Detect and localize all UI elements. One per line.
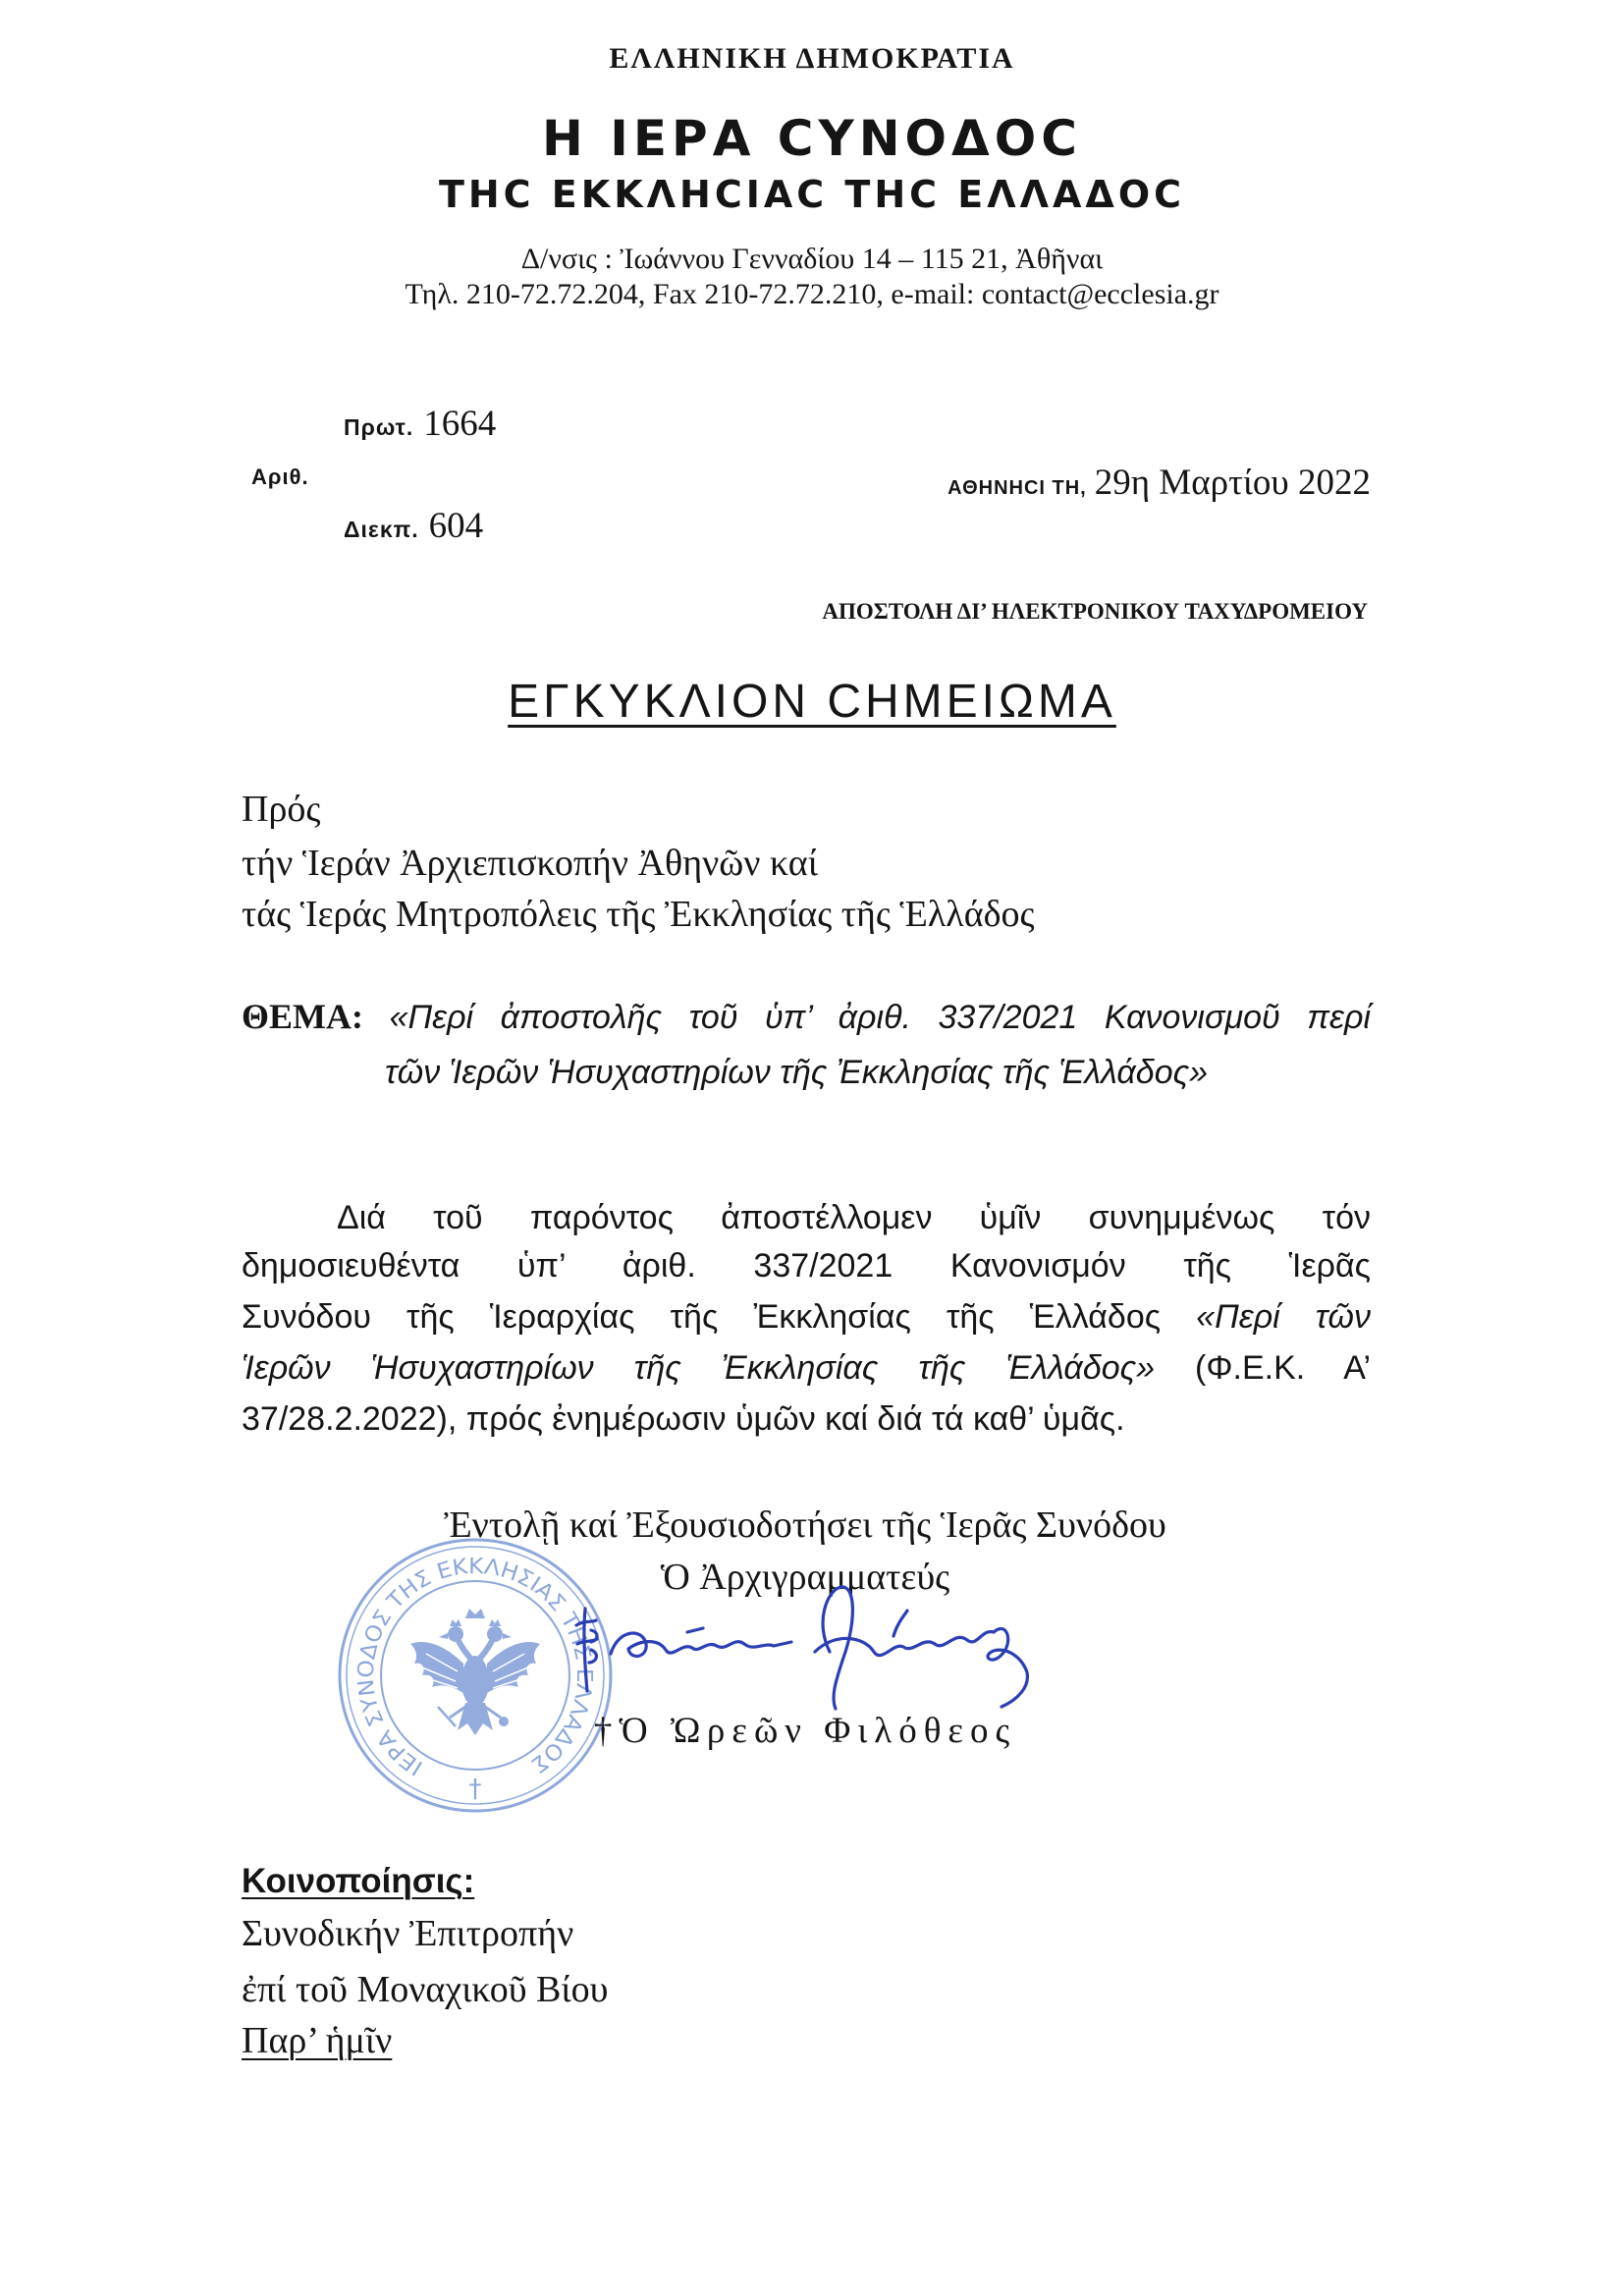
protocol-label: Πρωτ.	[344, 414, 414, 440]
place-date-line	[947, 461, 1371, 513]
subject-line	[242, 994, 1371, 1041]
seal-lettering-path: ΙΕΡΑ ΣΥΝΟΔΟΣ ΤΗΣ ΕΚΚΛΗΣΙΑΣ ΤΗΣ ΕΛΛΑΔΟΣ	[353, 1554, 597, 1780]
body-line	[242, 1345, 1371, 1391]
dispatch-label: Διεκπ.	[344, 517, 419, 542]
contact-details: Τηλ. 210-72.72.204, Fax 210-72.72.210, e-mail: contact@ecclesia.gr	[405, 278, 1219, 310]
distribution-line: ἐπί τοῦ Μοναχικοῦ Βίου	[242, 1969, 609, 2010]
dispatch-number-row	[344, 504, 483, 556]
distribution-line	[242, 2019, 392, 2062]
protocol-number-row	[344, 402, 496, 454]
recipient-line: τάς Ἱεράς Μητροπόλεις τῆς Ἐκκλησίας τῆς Ἑλλάδος	[242, 894, 1035, 935]
authorization-line: Ἐντολῇ καί Ἐξουσιοδοτήσει τῆς Ἱερᾶς Συνόδου	[444, 1504, 1166, 1546]
body-line: Διά τοῦ παρόντος ἀποστέλλομεν ὑμῖν συνημμένως τόν	[337, 1199, 1371, 1236]
document-date: 29η Μαρτίου 2022	[1094, 463, 1371, 503]
document-type: ΕΓΚΥΚΛΙΟΝ ϹΗΜΕΙΩΜΑ	[508, 676, 1116, 728]
place-label: ΑΘΗΝΗϹΙ ΤΗ,	[947, 477, 1087, 499]
handwritten-signature	[569, 1571, 1060, 1719]
recipients-label: Πρός	[242, 789, 321, 830]
postal-address: Δ/νσις : Ἰωάννου Γενναδίου 14 – 115 21, Ἀθῆναι	[520, 243, 1104, 275]
distribution-internal: Παρ’ ἡμῖν	[242, 2020, 393, 2061]
protocol-number: 1664	[423, 404, 497, 444]
distribution-heading	[242, 1859, 474, 1903]
distribution-label: Κοινοποίησις:	[242, 1862, 475, 1900]
document-type-heading	[0, 673, 1624, 732]
arith-label: Αριθ.	[251, 465, 309, 489]
synod-title: Η ΙΕΡΑ ϹΥΝΟΔΟϹ	[542, 110, 1082, 167]
signatory-role: Ὁ Ἀρχιγραμματεύς	[660, 1557, 950, 1598]
recipient-line: τήν Ἱεράν Ἀρχιεπισκοπήν Ἀθηνῶν καί	[242, 843, 818, 884]
body-italic-text: Ἱερῶν Ἡσυχαστηρίων τῆς Ἐκκλησίας τῆς Ἑλλάδος»	[242, 1349, 1156, 1387]
subject-text: τῶν Ἱερῶν Ἡσυχαστηρίων τῆς Ἐκκλησίας τῆς Ἑλλάδος»	[385, 1054, 1209, 1091]
church-subtitle: ΤΗϹ ΕΚΚΛΗϹΙΑϹ ΤΗϹ ΕΛΛΑΔΟϹ	[438, 173, 1186, 216]
dispatch-number: 604	[428, 506, 484, 546]
body-line: δημοσιευθέντα ὑπ’ ἀριθ. 337/2021 Κανονισμόν τῆς Ἱερᾶς	[242, 1247, 1371, 1285]
signatory-name: †Ὁ Ὠρεῶν Φιλόθεος	[593, 1711, 1017, 1751]
seal-cross-icon: †	[468, 1775, 482, 1804]
delivery-note: ΑΠΟΣΤΟΛΗ ΔΙ’ ΗΛΕΚΤΡΟΝΙΚΟΥ ΤΑΧΥΔΡΟΜΕΙΟΥ	[822, 599, 1368, 624]
subject-label: ΘΕΜΑ:	[242, 997, 363, 1036]
state-heading: ΕΛΛΗΝΙΚΗ ΔΗΜΟΚΡΑΤΙΑ	[609, 42, 1015, 75]
body-italic-text: «Περί τῶν	[1196, 1298, 1371, 1336]
body-text: (Φ.Ε.Κ. Α’	[1195, 1349, 1371, 1387]
body-line	[242, 1294, 1371, 1339]
subject-line	[385, 1050, 1208, 1096]
body-text: Συνόδου τῆς Ἱεραρχίας τῆς Ἐκκλησίας τῆς Ἑλλάδος	[242, 1298, 1162, 1336]
distribution-line: Συνοδικήν Ἐπιτροπήν	[242, 1913, 574, 1954]
body-line: 37/28.2.2022), πρός ἐνημέρωσιν ὑμῶν καί διά τά καθ’ ὑμᾶς.	[242, 1400, 1125, 1438]
subject-text: «Περί ἀποστολῆς τοῦ ὑπ’ ἀριθ. 337/2021 Κανονισμοῦ περί	[389, 999, 1372, 1036]
